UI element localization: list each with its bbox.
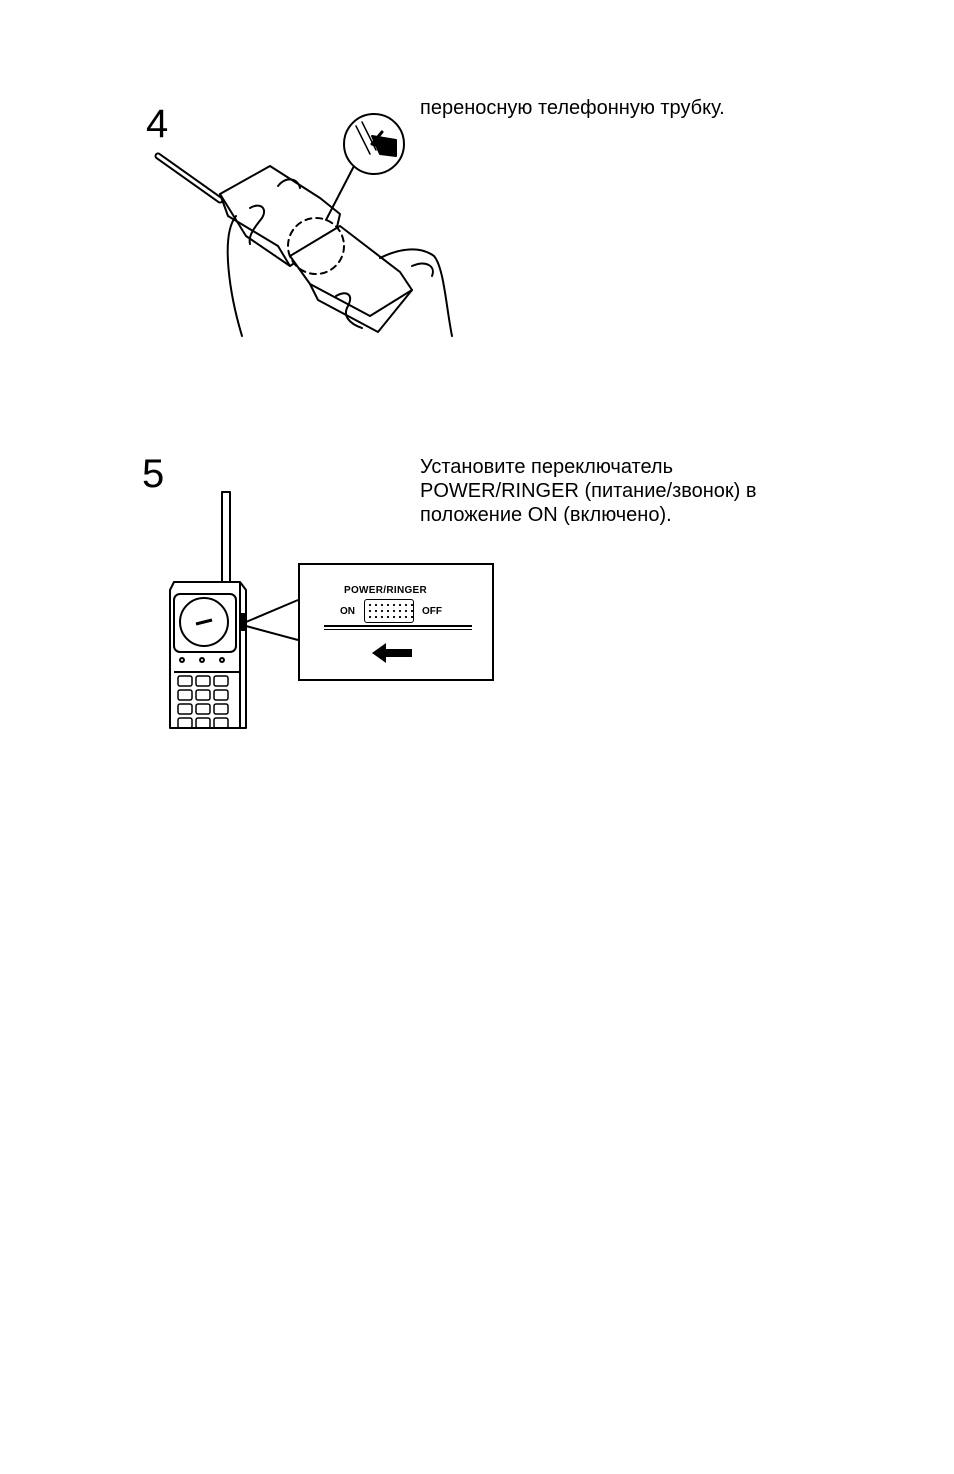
switch-slider [364,599,414,623]
step-4-number: 4 [146,102,169,146]
step-5-text [420,455,757,527]
step-5-line-3: положение ON (включено). [420,504,672,526]
step-5-line-1: Установите переключатель [420,456,673,478]
step-4-line-1: переносную телефонную трубку. [420,97,725,119]
switch-panel-title: POWER/RINGER [344,585,428,596]
left-arrow-icon [370,641,414,665]
step-5-line-2: POWER/RINGER (питание/звонок) в [420,480,757,502]
switch-panel [298,563,494,681]
step-5-handset-illustration [160,486,280,736]
switch-off-label: OFF [422,606,442,617]
step-5-number: 5 [142,452,165,496]
switch-track-line [324,625,472,627]
switch-on-label: ON [340,606,355,617]
step-4-illustration [150,96,480,346]
switch-track-line-2 [324,629,472,630]
